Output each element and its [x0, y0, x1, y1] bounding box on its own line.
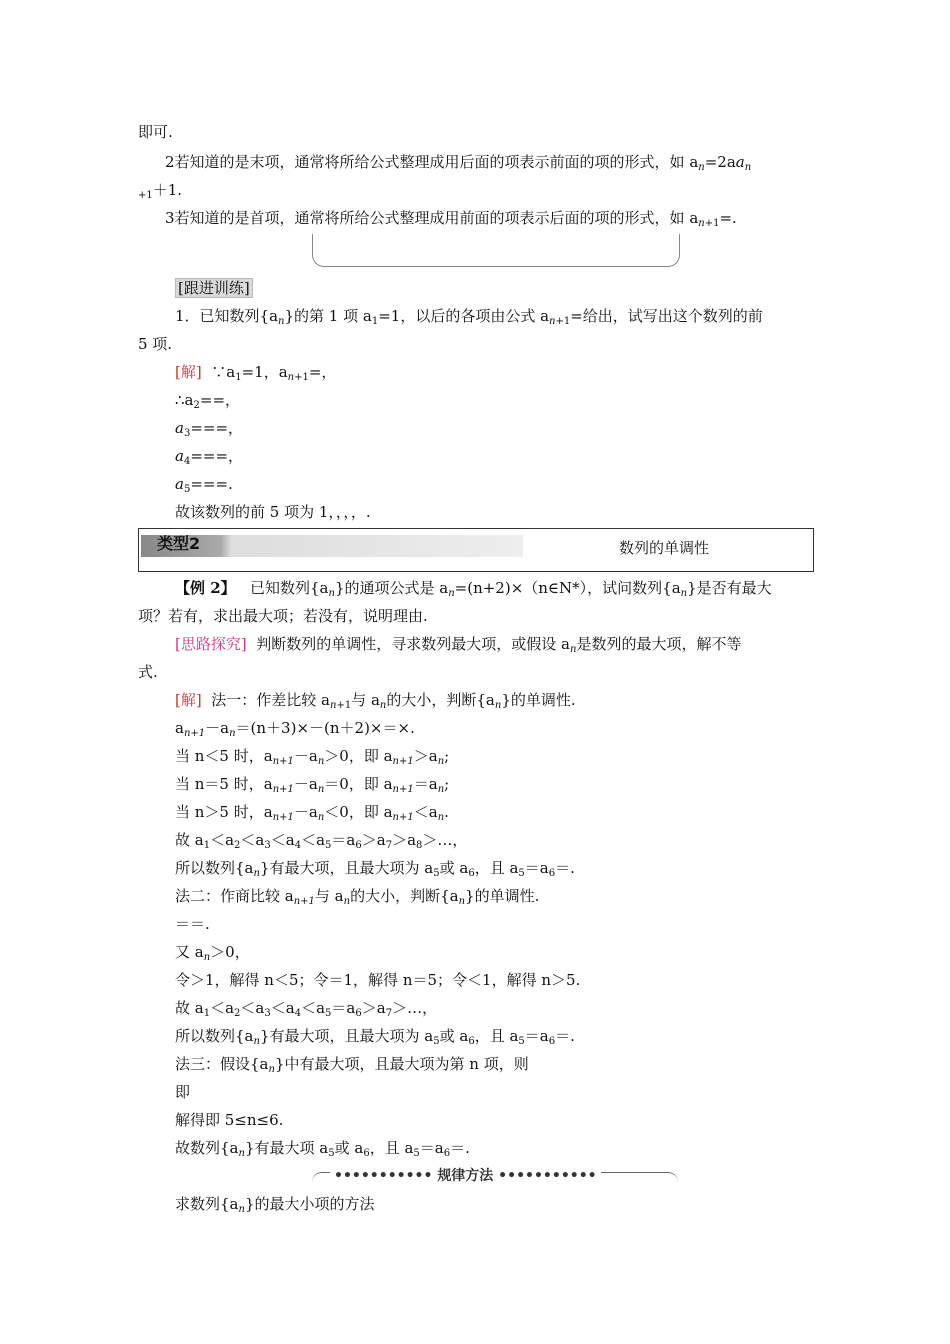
type-label: 类型2	[157, 534, 201, 553]
solution-line-6: 故该数列的前 5 项为 1，，，，.	[175, 503, 371, 521]
solution-line: 法三：假设$\{a_n\}$中有最大项，且最大项为第 n 项，则	[175, 1055, 529, 1075]
bracket-box	[312, 234, 680, 267]
solution-line: 故 $a_1<a_2<a_3<a_4<a_5=a_6>a_7>a_8>\dots$，	[175, 831, 468, 851]
solution-line: 所以数列$\{a_n\}$有最大项，且最大项为 $a_5$或 $a_6$，且 $a_5=a_6=$.	[175, 1027, 575, 1047]
intro-line-2: 2若知道的是末项，通常将所给公式整理成用后面的项表示前面的项的形式，如 $a_n=2aa_n$	[165, 153, 752, 173]
solution-line: 当 n＞5 时，$a_{n+1}-a_n<0$，即 $a_{n+1}<a_n$.	[175, 803, 449, 823]
solution-line: 即	[175, 1083, 191, 1101]
type-title: 数列的单调性	[619, 539, 710, 557]
example-line-1: 【例 2】 已知数列$\{a_n\}$的通项公式是 $a_n=(n+2)\times(n\in N*)$，试问数列$\{a_n\}$是否有最大	[175, 579, 772, 599]
solution-line: 所以数列$\{a_n\}$有最大项，且最大项为 $a_5$或 $a_6$，且 $a_5=a_6=$.	[175, 859, 575, 879]
practice-tag: [跟进训练]	[175, 278, 253, 298]
think-line-1: [思路探究] 判断数列的单调性，寻求数列最大项，或假设 $a_n$是数列的最大项，解不等	[175, 635, 742, 655]
solution-line-2: $\therefore a_2==$，	[175, 391, 241, 411]
solution-line: 令＞1，解得 n＜5；令＝1，解得 n＝5；令＜1，解得 n＞5.	[175, 971, 581, 989]
think-line-2: 式.	[138, 663, 158, 681]
intro-line-4: 3若知道的是首项，通常将所给公式整理成用前面的项表示后面的项的形式，如 $a_{n+1}=$.	[165, 209, 737, 229]
solution-line-3: $a_3===$，	[175, 419, 244, 439]
solution-line-4: $a_4===$，	[175, 447, 244, 467]
solution-line-1: [解] $\because a_1=1$，$a_{n+1}=$，	[175, 363, 337, 383]
example-line-2: 项？若有，求出最大项；若没有，说明理由.	[138, 607, 428, 625]
intro-line-3: $_{+1}$＋1.	[138, 181, 183, 201]
solution-line: 当 n＜5 时，$a_{n+1}-a_n>0$，即 $a_{n+1}>a_n$;	[175, 747, 450, 767]
solution-line: 法二：作商比较 $a_{n+1}$与 $a_n$的大小，判断$\{a_n\}$的单调性.	[175, 887, 540, 907]
solution-line: $a_{n+1}-a_n=(n+3)\times-(n+2)\times=\times$.	[175, 719, 415, 739]
intro-line-1: 即可.	[138, 123, 173, 141]
solution-line: 当 n＝5 时，$a_{n+1}-a_n=0$，即 $a_{n+1}=a_n$;	[175, 775, 450, 795]
method-1: [解] 法一：作差比较 $a_{n+1}$与 $a_n$的大小，判断$\{a_n\}$的单调性.	[175, 691, 576, 711]
solution-line: 故数列$\{a_n\}$有最大项 $a_5$或 $a_6$，且 $a_5=a_6=$.	[175, 1139, 470, 1159]
solution-line: ＝＝.	[175, 915, 210, 933]
type-header	[138, 528, 814, 572]
solution-line: 又 $a_n>0$，	[175, 943, 250, 963]
rule-label: ••••••••••• 规律方法 •••••••••••	[330, 1165, 601, 1185]
practice-question: 1．已知数列$\{a_n\}$的第 1 项 $a_1=1$，以后的各项由公式 $a_{n+1}=$给出，试写出这个数列的前	[175, 307, 763, 327]
solution-line-5: $a_5===$.	[175, 475, 233, 495]
practice-question-cont: 5 项.	[138, 335, 173, 353]
solution-line: 解得即 5≤n≤6.	[175, 1111, 284, 1129]
rule-text: 求数列$\{a_n\}$的最大小项的方法	[175, 1195, 375, 1215]
solution-line: 故 $a_1<a_2<a_3<a_4<a_5=a_6>a_7>\dots$，	[175, 999, 438, 1019]
